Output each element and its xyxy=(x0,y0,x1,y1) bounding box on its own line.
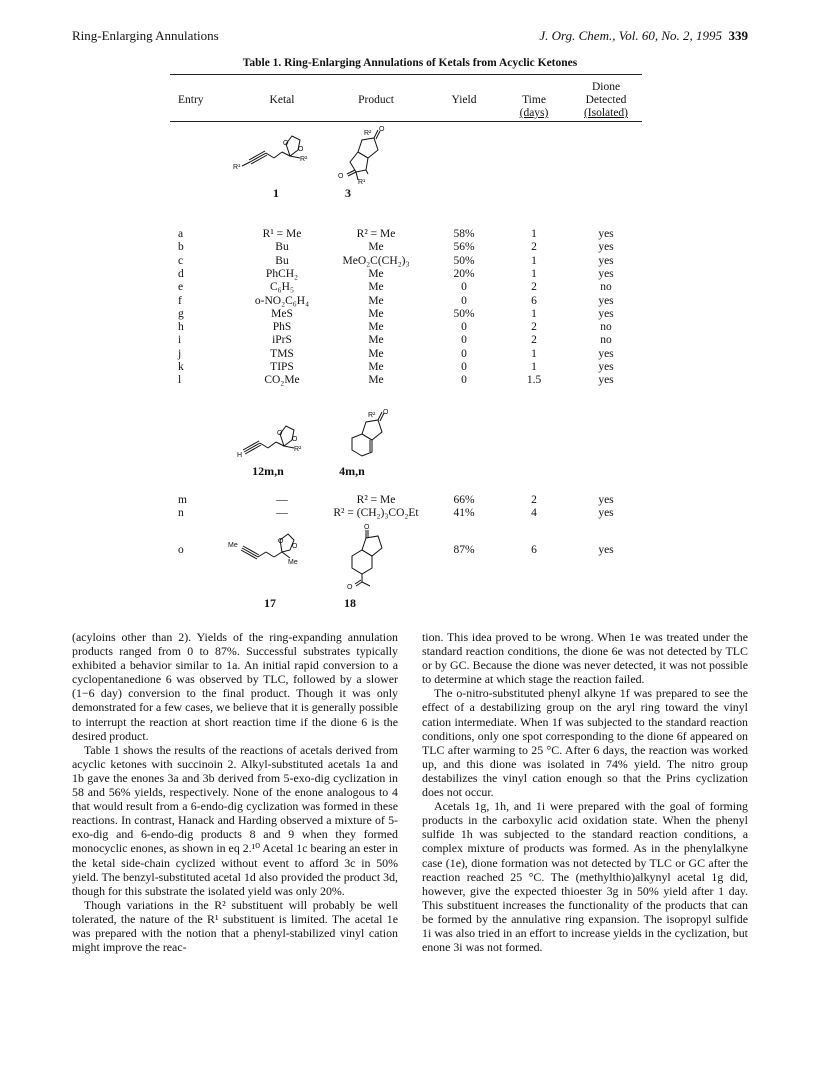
cell-product: Me xyxy=(368,361,384,373)
cell-product: Me xyxy=(368,281,384,294)
cell-entry: k xyxy=(178,361,184,373)
ketal-12-r2: R² xyxy=(294,446,302,453)
cell-yield: 0 xyxy=(461,347,467,360)
cell-time: 2 xyxy=(531,281,537,294)
compound-label-12: 12m,n xyxy=(252,464,284,478)
row-o-dione: yes xyxy=(598,544,614,556)
compound-label-3: 3 xyxy=(345,186,351,200)
cell-entry: n xyxy=(178,507,184,520)
product-18-structure xyxy=(334,522,404,592)
ketal-1-o1: O xyxy=(283,140,289,147)
cell-time: 1 xyxy=(531,267,537,280)
paragraph: Table 1 shows the results of the reactions of acetals derived from acyclic ketones with succinoin 2. Alkyl-substituted acetals 1a and 1b gave the enones 3a and 3b derived from 5-exo-dig cyclization in 58 and 56% yields, respectively. None of the enone analogous to 4 that would result from a 6-endo-dig cyclization was formed in these reactions. In contrast, Hanack and Harding observed a mixture of 5-exo-dig and 6-endo-dig products 8 and 9 when they formed monocyclic enones, as shown in eq 2.¹⁰ Acetal 1c bearing an ester in the ketal side-chain cyclized without event to afford 3c in 50% yield. The benzyl-substituted acetal 1d also provided the product 3d, though for this substrate the isolated yield was only 20%. xyxy=(72,742,398,898)
compound-label-4: 4m,n xyxy=(339,464,365,478)
cell-entry: b xyxy=(178,241,184,254)
ketal-12-o1: O xyxy=(277,430,283,437)
cell-yield: 56% xyxy=(453,241,475,254)
cell-entry: m xyxy=(178,494,187,506)
cell-entry: a xyxy=(178,228,184,240)
running-header-title: Ring-Enlarging Annulations xyxy=(72,28,219,43)
cell-ketal: TMS xyxy=(270,347,294,360)
compound-label-1: 1 xyxy=(273,186,279,200)
cell-entry: i xyxy=(178,334,182,347)
paragraph: tion. This idea proved to be wrong. When 1e was treated under the standard reaction conditions, the dione 6e was not detected by TLC or by GC. Because the dione was never detected, it was not possible to determine at which stage the reaction failed. xyxy=(422,630,748,687)
row-o-entry: o xyxy=(178,544,184,556)
paragraph: Acetals 1g, 1h, and 1i were prepared with the goal of forming products in the carboxylic acid oxidation state. When the phenyl sulfide 1h was subjected to the standard reaction conditions, a complex mixture of products was formed. As in the phenylalkyne case (1e), dione formation was not detected by TLC or GC after the reaction reached 25 °C. The (methylthio)alkynyl acetal 1g did, however, give the expected thioester 3g in 50% yield after 1 day. This substituent increases the functionality of the products that can be formed by the annulative ring expansion. The isopropyl sulfide 1i was also tried in an effort to increase yields in the cyclization, but enone 3i was not formed. xyxy=(422,799,748,955)
journal-citation: J. Org. Chem., Vol. 60, No. 2, 1995 xyxy=(539,28,722,43)
cell-product: Me xyxy=(368,241,384,254)
cell-time: 1 xyxy=(531,254,537,267)
cell-dione: no xyxy=(600,281,612,294)
header-time: Time xyxy=(522,94,546,106)
cell-dione: yes xyxy=(598,374,614,387)
cell-ketal: o-NO₂C₆H₄ xyxy=(254,294,310,307)
cell-entry: j xyxy=(178,347,182,360)
cell-time: 2 xyxy=(531,334,537,347)
cell-ketal: R¹ = Me xyxy=(262,228,302,240)
product-3-r2: R² xyxy=(364,130,372,137)
ketal-1-r2: R² xyxy=(300,156,308,163)
header-dione-detected: Detected xyxy=(585,94,627,106)
product-18-o2: O xyxy=(347,584,353,591)
table-title: Table 1. Ring-Enlarging Annulations of Ketals from Acyclic Ketones xyxy=(242,57,578,69)
cell-dione: yes xyxy=(598,307,614,320)
cell-product: R² = (CH₂)₃CO₂Et xyxy=(333,507,419,520)
cell-time: 4 xyxy=(531,507,537,520)
cell-time: 1 xyxy=(531,347,537,360)
paragraph: The o-nitro-substituted phenyl alkyne 1f was prepared to see the effect of a destabilizing group on the aryl ring toward the vinyl cation intermediate. When 1f was subjected to the standard reaction conditions, only one spot corresponding to the dione 6f appeared on TLC after warming to 25 °C. After 6 days, the reaction was worked up, and this dione was isolated in 74% yield. The nitro group destabilizes the vinyl cation enough so that the Prins cyclization does not occur. xyxy=(422,686,748,800)
ketal-17-structure xyxy=(222,526,322,576)
header-yield: Yield xyxy=(451,94,477,106)
header-dione-isolated: (Isolated) xyxy=(583,107,629,119)
cell-entry: c xyxy=(178,254,184,267)
product-4-structure xyxy=(332,408,402,462)
ketal-12-o2: O xyxy=(292,436,298,443)
cell-product: Me xyxy=(368,321,384,334)
cell-time: 1.5 xyxy=(526,374,542,387)
cell-product: R² = Me xyxy=(356,494,396,506)
cell-entry: f xyxy=(178,294,182,307)
cell-ketal: C₆H₅ xyxy=(270,281,294,294)
cell-dione: yes xyxy=(598,507,614,520)
product-3-structure xyxy=(330,124,400,186)
cell-product: Me xyxy=(368,294,384,307)
cell-ketal: TIPS xyxy=(270,361,294,373)
header-ketal: Ketal xyxy=(269,94,295,106)
cell-yield: 50% xyxy=(453,307,475,320)
cell-ketal: PhCH₂ xyxy=(265,267,299,280)
product-3-r1: R¹ xyxy=(358,179,366,186)
cell-entry: l xyxy=(178,374,182,387)
header-dione: Dione xyxy=(591,81,621,93)
ketal-17-me2: Me xyxy=(288,559,298,566)
product-4-r2: R² xyxy=(368,412,376,419)
ketal-17-me1: Me xyxy=(228,542,238,549)
cell-time: 1 xyxy=(531,307,537,320)
cell-dione: yes xyxy=(598,361,614,373)
cell-yield: 20% xyxy=(453,267,475,280)
cell-product: Me xyxy=(368,267,384,280)
cell-entry: d xyxy=(178,267,184,280)
ketal-17-o1: O xyxy=(278,538,284,545)
cell-time: 2 xyxy=(531,241,537,254)
cell-ketal: Bu xyxy=(275,254,289,267)
cell-dione: yes xyxy=(598,228,614,240)
compound-label-17: 17 xyxy=(264,596,276,610)
product-3-o2: O xyxy=(338,173,344,180)
cell-time: 1 xyxy=(531,361,537,373)
product-3-o: O xyxy=(379,126,385,133)
ketal-1-o2: O xyxy=(298,146,304,153)
cell-time: 2 xyxy=(531,494,537,506)
cell-dione: yes xyxy=(598,347,614,360)
cell-product: MeO₂C(CH₂)₃ xyxy=(342,254,410,267)
product-4-o: O xyxy=(383,409,389,416)
cell-product: Me xyxy=(368,374,384,387)
cell-time: 2 xyxy=(531,321,537,334)
cell-yield: 0 xyxy=(461,281,467,294)
cell-time: 6 xyxy=(531,294,537,307)
page-number: 339 xyxy=(728,28,748,43)
cell-ketal: — xyxy=(276,494,288,506)
body-right-column xyxy=(422,630,748,954)
cell-dione: yes xyxy=(598,254,614,267)
cell-yield: 66% xyxy=(453,494,475,506)
cell-entry: e xyxy=(178,281,184,294)
ketal-12-structure xyxy=(230,410,320,466)
cell-yield: 50% xyxy=(453,254,475,267)
cell-entry: g xyxy=(178,307,184,320)
cell-yield: 0 xyxy=(461,294,467,307)
cell-yield: 41% xyxy=(453,507,475,520)
cell-ketal: Bu xyxy=(275,241,289,254)
ketal-1-r1: R¹ xyxy=(233,164,241,171)
cell-ketal: PhS xyxy=(272,321,292,334)
row-o-time: 6 xyxy=(531,544,537,556)
cell-dione: yes xyxy=(598,294,614,307)
cell-dione: no xyxy=(600,321,612,334)
cell-dione: yes xyxy=(598,267,614,280)
paragraph: Though variations in the R² substituent will probably be well tolerated, the nature of the R¹ substituent is limited. The acetal 1e was prepared with the notion that a phenyl-stabilized vinyl cation might improve the reac- xyxy=(72,897,398,955)
cell-yield: 0 xyxy=(461,361,467,373)
cell-product: Me xyxy=(368,347,384,360)
cell-dione: no xyxy=(600,334,612,347)
compound-label-18: 18 xyxy=(344,596,356,610)
cell-entry: h xyxy=(178,321,184,334)
ketal-12-h: H xyxy=(237,452,243,459)
running-header-citation xyxy=(539,28,748,44)
cell-yield: 0 xyxy=(461,374,467,387)
body-left-column xyxy=(72,630,398,954)
cell-product: R² = Me xyxy=(356,228,396,240)
ketal-1-structure xyxy=(228,120,318,180)
cell-ketal: — xyxy=(276,507,288,520)
ketal-17-o2: O xyxy=(292,543,298,550)
header-entry: Entry xyxy=(178,94,204,106)
cell-time: 1 xyxy=(531,228,537,240)
paragraph: (acyloins other than 2). Yields of the ring-expanding annulation products ranged from 0 to 87%. Successful substrates typically exhibited a behavior similar to 1a. An initial rapid conversion to a cyclopentanedione 6 was observed by TLC, followed by a slower (1−6 day) conversion to the final product. Though it was only demonstrated for a few cases, we believe that it is generally possible to interrupt the reaction at short reaction time if the dione 6 is the desired product. xyxy=(72,630,398,743)
cell-yield: 0 xyxy=(461,334,467,347)
cell-yield: 0 xyxy=(461,321,467,334)
table-top-rule xyxy=(170,74,642,75)
header-product: Product xyxy=(358,94,394,106)
cell-product: Me xyxy=(368,307,384,320)
cell-dione: yes xyxy=(598,494,614,506)
cell-ketal: MeS xyxy=(271,307,293,320)
cell-ketal: iPrS xyxy=(272,334,292,347)
cell-ketal: CO₂Me xyxy=(264,374,300,387)
cell-dione: yes xyxy=(598,241,614,254)
header-time-units: (days) xyxy=(519,107,549,119)
cell-yield: 58% xyxy=(453,228,475,240)
cell-product: Me xyxy=(368,334,384,347)
product-18-o1: O xyxy=(364,524,370,531)
row-o-yield: 87% xyxy=(453,544,475,556)
